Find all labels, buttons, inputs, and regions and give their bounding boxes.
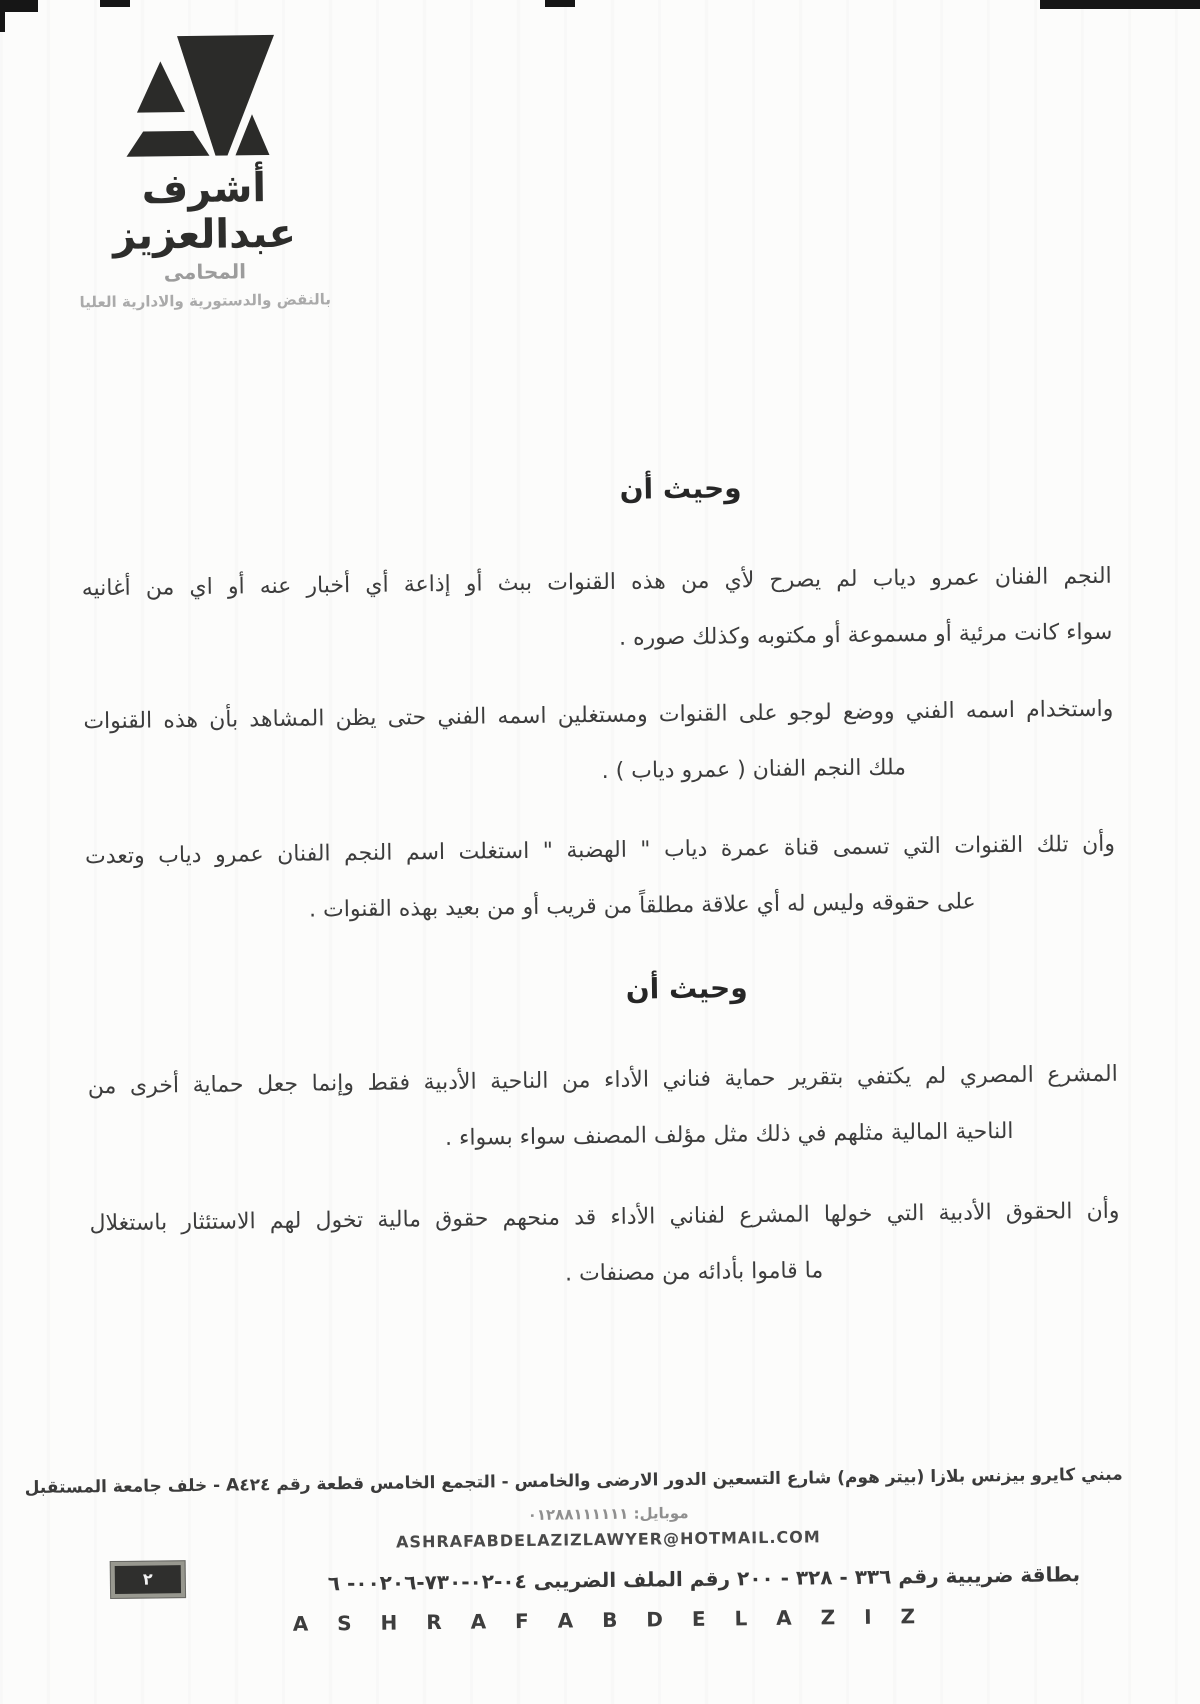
body-blocks bbox=[80, 444, 1120, 1309]
body-line: الناحية المالية مثلهم في ذلك مثل مؤلف المصنف سواء بسواء . bbox=[444, 1118, 1014, 1151]
aa-monogram-icon bbox=[122, 34, 284, 161]
lawyer-title: المحامى bbox=[163, 259, 247, 285]
tax-card-line: بطاقة ضريبية رقم ٣٣٦ - ٣٢٨ - ٢٠٠ رقم الملف الضريبى ٠٤‏-‏٠٢‏-‏٧٣٠‏-‏٠٠٢٠٦‏- ٦ bbox=[327, 1562, 1081, 1596]
lawyer-name: أشرف عبدالعزيز bbox=[112, 165, 297, 259]
email-address: ASHRAFABDELAZIZLAWYER@HOTMAIL.COM bbox=[395, 1527, 821, 1552]
mobile-number: موبايل: ٠١٢٨٨١١١١١١ bbox=[527, 1503, 689, 1524]
letterhead bbox=[52, 33, 355, 312]
body-line: واستخدام اسمه الفني ووضع لوجو على القنوات ومستغلين اسمه الفني حتى يظن المشاهد بأن هذه القنوات bbox=[83, 696, 1114, 735]
body-line: وأن تلك القنوات التي تسمى قناة عمرة دياب " الهضبة " استغلت اسم النجم الفنان عمرو دياب وتعدت bbox=[84, 831, 1116, 870]
body-line: سواء كانت مرئية أو مسموعة أو مكتوبه وكذلك صوره . bbox=[618, 619, 1113, 651]
lawyer-name-latin: A S H R A F A B D E L A Z I Z bbox=[292, 1604, 927, 1636]
body-line: النجم الفنان عمرو دياب لم يصرح لأي من هذه القنوات ببث أو إذاعة أي أخبار عنه أو اي من أغانيه bbox=[81, 563, 1112, 602]
section-heading: وحيث أن bbox=[625, 971, 748, 1006]
body-line: وأن الحقوق الأدبية التي خولها المشرع لفناني الأداء قد منحهم حقوق مالية تخول لهم الاستئثار باستغلال bbox=[89, 1198, 1120, 1237]
section-heading: وحيث أن bbox=[619, 471, 742, 506]
footer bbox=[24, 1462, 1125, 1640]
body-line: ملك النجم الفنان ( عمرو دياب ) . bbox=[601, 755, 907, 784]
office-address: مبني كايرو بيزنس بلازا (بيتر هوم) شارع التسعين الدور الارضى والخامس - التجمع الخامس قطعة رقم A٤٢٤ - خلف جامعة المستقبل bbox=[24, 1464, 1123, 1499]
body-line: ما قاموا بأدائه من مصنفات . bbox=[564, 1258, 824, 1287]
page-number-badge: ٢ bbox=[111, 1561, 185, 1598]
lawyer-specialty: بالنقض والدستورية والادارية العليا bbox=[79, 290, 332, 312]
body-line: على حقوقه وليس له أي علاقة مطلقاً من قريب أو من بعيد بهذه القنوات . bbox=[308, 889, 976, 923]
body-line: المشرع المصري لم يكتفي بتقرير حماية فناني الأداء من الناحية الأدبية فقط وإنما جعل حماية أخرى من bbox=[87, 1061, 1118, 1100]
